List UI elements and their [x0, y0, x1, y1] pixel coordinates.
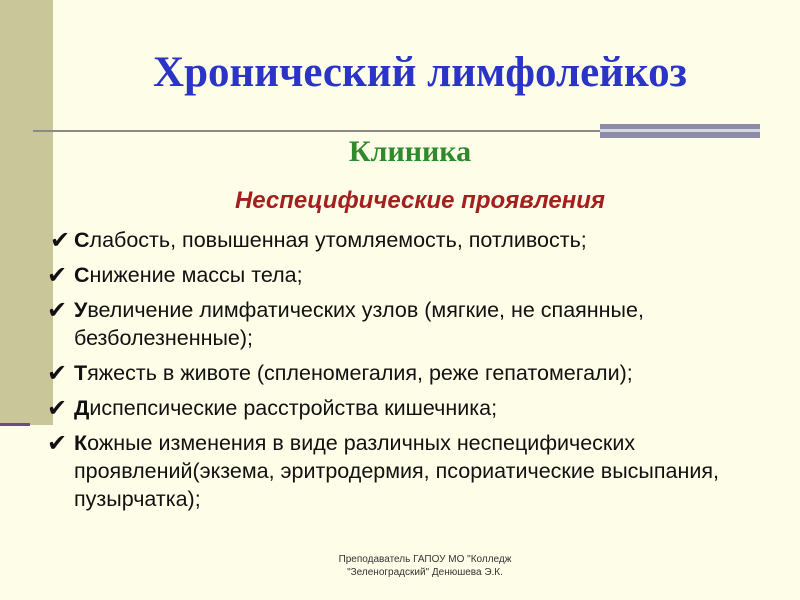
item-text: испепсические расстройства кишечника;	[89, 396, 498, 420]
list-item	[0, 394, 800, 422]
section-heading: Неспецифические проявления	[234, 187, 606, 214]
item-lead-letter: Т	[74, 361, 88, 385]
title-divider	[33, 130, 633, 132]
checkmark-icon: ✔	[47, 395, 68, 422]
checkmark-icon: ✔	[47, 262, 68, 289]
checkmark-icon: ✔	[47, 430, 68, 457]
item-lead-letter: Д	[74, 396, 90, 420]
title-divider-accent	[600, 124, 760, 138]
list-item	[0, 296, 800, 352]
slide-subtitle: Клиника	[348, 135, 472, 168]
item-lead-letter: У	[74, 298, 88, 322]
list-item	[0, 226, 800, 254]
footer-line-1: Преподаватель ГАПОУ МО "Колледж	[338, 554, 512, 565]
symptom-list	[0, 226, 800, 520]
list-item	[0, 261, 800, 289]
list-item	[0, 359, 800, 387]
item-lead-letter: С	[74, 228, 90, 252]
item-lead-letter: К	[74, 431, 88, 455]
slide-title: Хронический лимфолейкоз	[153, 49, 687, 96]
item-lead-letter: С	[74, 263, 90, 287]
checkmark-icon: ✔	[47, 297, 68, 324]
footer-line-2: "Зеленоградский" Денюшева Э.К.	[347, 567, 503, 578]
item-text: лабость, повышенная утомляемость, потливость;	[89, 228, 587, 252]
footer-credit	[260, 553, 590, 579]
checkmark-icon: ✔	[47, 360, 68, 387]
item-text: яжесть в животе (спленомегалия, реже гепатомегали);	[87, 361, 633, 385]
item-text: нижение массы тела;	[89, 263, 303, 287]
list-item	[0, 429, 800, 513]
item-text: ожные изменения в виде различных неспецифических проявлений(экзема, эритродермия, псориатические высыпания, пузырчатка);	[74, 431, 719, 511]
checkmark-icon: ✔	[50, 227, 71, 254]
item-text: величение лимфатических узлов (мягкие, не спаянные, безболезненные);	[74, 298, 644, 350]
